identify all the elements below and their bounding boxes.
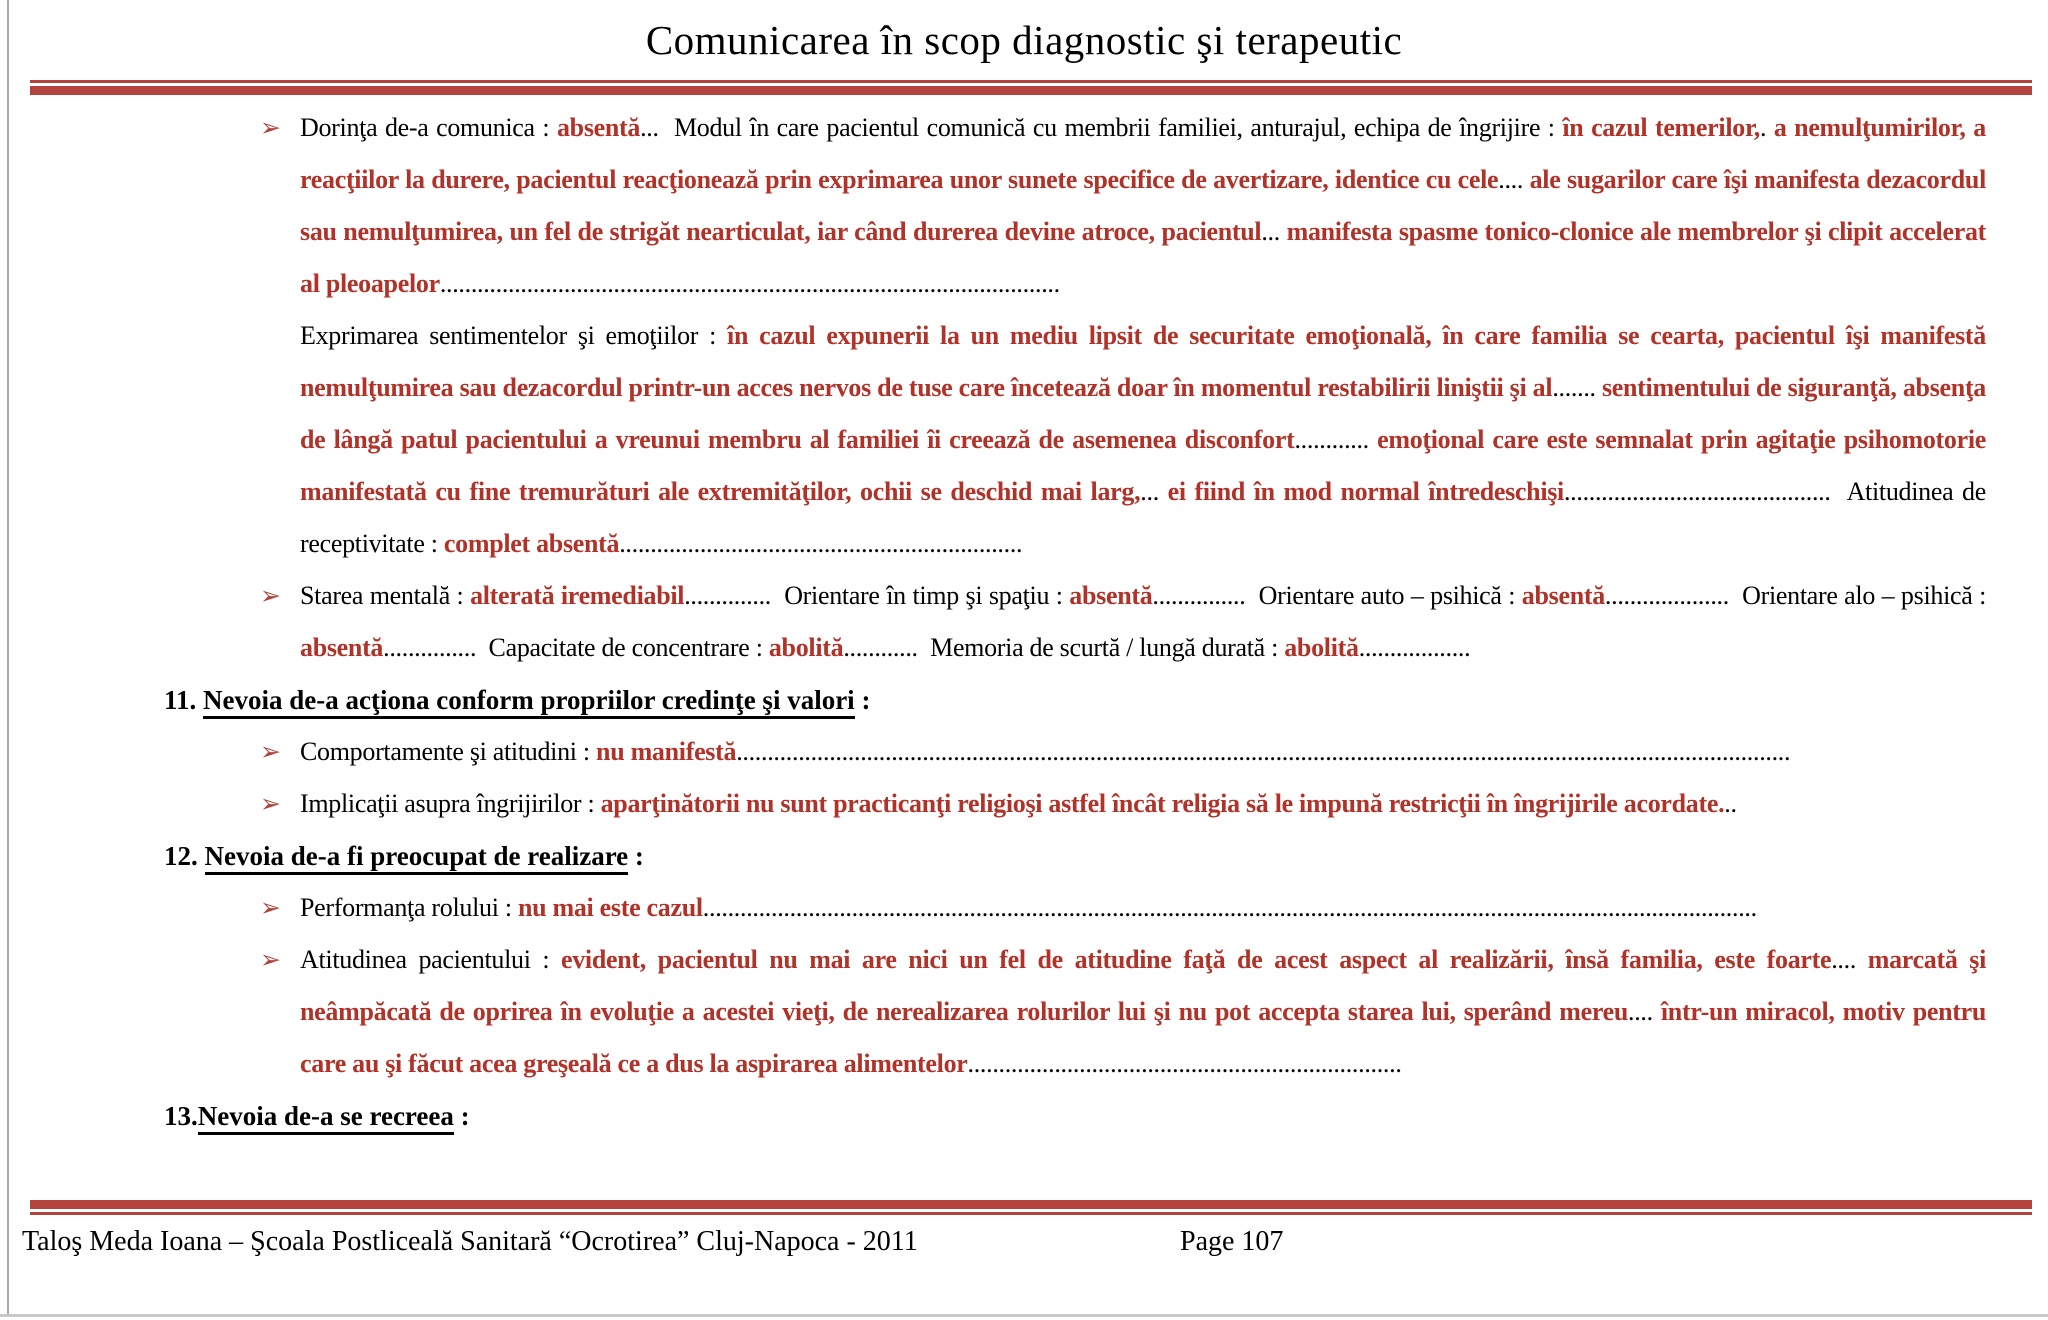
section-colon: : [628, 841, 644, 871]
bullet-arrow-icon: ➢ [260, 789, 281, 818]
text-segment: abolită [768, 633, 844, 662]
footer-author: Taloş Meda Ioana – Şcoala Postliceală Sanitară “Ocrotirea” Cluj-Napoca - 2011 [22, 1226, 918, 1257]
dot-leader: .................. [1358, 633, 1471, 662]
text-segment: .... [1831, 945, 1857, 974]
section-colon: : [453, 1101, 470, 1131]
footer [22, 1222, 2048, 1262]
bullet-item-behaviors [0, 726, 2048, 778]
footer-divider-rule [30, 1200, 2032, 1215]
dot-leader: ...................................................................... [967, 1049, 1402, 1078]
text-segment: ........................................... Atitudinea de receptivitate : [300, 477, 1986, 558]
bullet-arrow-icon: ➢ [260, 113, 281, 142]
text-segment: Dorinţa de-a comunica : [300, 113, 557, 142]
slide-bottom-edge [0, 1314, 2048, 1317]
text-segment: a nemulţumirilor, a reacţiilor la durere, pacientul reacţionează prin exprimarea unor sunete specifice de avertizare, identice cu cele [300, 113, 1986, 194]
dot-leader: .......................................................................................................................................................................... [702, 893, 1757, 922]
text-segment: ... [1140, 477, 1159, 506]
text-segment: absentă [1521, 581, 1605, 610]
section-colon: : [854, 685, 871, 715]
text-segment: .... [1498, 165, 1524, 194]
text-segment: absentă [556, 113, 641, 142]
section-title: Nevoia de-a fi preocupat de realizare [205, 841, 629, 875]
bullet-item-mental-state [0, 570, 2048, 674]
text-segment: sentimentului de siguranţă, absenţa de lângă patul pacientului a vreunui membru al familiei îi creează de asemenea disconfort [300, 373, 1986, 454]
section-title: Nevoia de-a acţiona conform propriilor credinţe şi valori [203, 685, 855, 719]
text-segment: . [1760, 113, 1774, 142]
text-segment: nu manifestă [596, 737, 737, 766]
text-segment: ....... [1552, 373, 1596, 402]
bullet-arrow-icon: ➢ [260, 581, 281, 610]
dot-leader: .......................................................................................................................................................................... [736, 737, 1791, 766]
text-segment: .............. Orientare în timp şi spaţiu : [684, 581, 1070, 610]
text-segment: manifesta spasme tonico-clonice ale membrelor şi clipit accelerat al pleoapelor [300, 217, 1987, 298]
text-segment: Exprimarea sentimentelor şi emoţiilor : [300, 321, 728, 350]
text-segment: .... [1628, 997, 1653, 1026]
bullet-item-patient-attitude [0, 934, 2048, 1090]
bullet-item-role-performance [0, 882, 2048, 934]
text-segment: Performanţa rolului : [300, 893, 518, 922]
text-segment: abolită [1284, 633, 1359, 662]
bullet-arrow-icon: ➢ [260, 945, 281, 974]
section-heading-12 [0, 830, 2048, 882]
section-number: 11. [164, 685, 204, 715]
section-title: Nevoia de-a se recreea [198, 1101, 454, 1135]
text-segment: ............ [1294, 425, 1369, 454]
document-body [0, 102, 2048, 1142]
text-segment: Implicaţii asupra îngrijirilor : [300, 789, 601, 818]
dot-leader: .. [1724, 789, 1737, 818]
text-segment: ............ Memoria de scurtă / lungă durată : [843, 633, 1285, 662]
text-segment: evident, pacientul nu mai are nici un fel de atitudine faţă de acest aspect al realizării, însă familia, este foarte [560, 945, 1832, 974]
text-segment: Atitudinea pacientului : [300, 945, 561, 974]
text-segment: .................... [1604, 581, 1743, 610]
text-segment: Orientare alo – psihică : [1742, 581, 1986, 610]
text-segment: alterată iremediabil [470, 581, 685, 610]
text-segment: într-un miracol, motiv pentru care au şi făcut acea greşeală ce a dus la aspirarea alimentelor [300, 997, 1987, 1078]
text-segment: Comportamente şi atitudini : [300, 737, 597, 766]
title-divider-rule [30, 80, 2032, 95]
text-segment: complet absentă [443, 529, 620, 558]
text-segment: în cazul expunerii la un mediu lipsit de securitate emoţională, în care familia se cearta, pacientul îşi manifestă nemulţumirea sau dezacordul printr-un acces nervos de tuse care încetează doar în momentul restabilirii liniştii şi al [300, 321, 1986, 402]
text-segment: ............... Capacitate de concentrare : [383, 633, 769, 662]
dot-leader: ................................................................. [619, 529, 1023, 558]
text-segment: Starea mentală : [300, 581, 471, 610]
text-segment: nu mai este cazul [517, 893, 703, 922]
paragraph-emotions [0, 310, 2048, 570]
bullet-item-care-implications [0, 778, 2048, 830]
text-segment: ei fiind în mod normal întredeschişi [1158, 477, 1564, 506]
section-heading-13 [0, 1090, 2048, 1142]
section-number: 13. [164, 1101, 198, 1131]
text-segment: marcată şi neâmpăcată de oprirea în evoluţie a acestei vieţi, de nerealizarea rolurilor lui şi nu pot accepta starea lui, sperând mereu [300, 945, 1987, 1026]
text-segment: absentă [300, 633, 384, 662]
dot-leader: .................................................................................................... [439, 269, 1060, 298]
text-segment: ale sugarilor care îşi manifesta dezacordul sau nemulţumirea, un fel de strigăt nearticulat, iar când durerea devine atroce, pacientul [300, 165, 1986, 246]
text-segment: absentă [1069, 581, 1153, 610]
text-segment: ... [1261, 217, 1280, 246]
section-number: 12. [164, 841, 205, 871]
bullet-arrow-icon: ➢ [260, 737, 281, 766]
text-segment: emoţional care este semnalat prin agitaţie psihomotorie manifestată cu fine tremurături ale extremităţilor, ochii se deschid mai larg, [300, 425, 1986, 506]
bullet-item-communication [0, 102, 2048, 310]
text-segment: aparţinătorii nu sunt practicanţi religioşi astfel încât religia să le impună restricţii în îngrijirile acordate. [600, 789, 1725, 818]
section-heading-11 [0, 674, 2048, 726]
bullet-arrow-icon: ➢ [260, 893, 281, 922]
page-title: Comunicarea în scop diagnostic şi terapeutic [645, 17, 1403, 63]
footer-page-number: Page 107 [1180, 1226, 1284, 1257]
text-segment: ... Modul în care pacientul comunică cu membrii familiei, anturajul, echipa de îngrijire : [640, 113, 1563, 142]
text-segment: în cazul temerilor, [1562, 113, 1760, 142]
text-segment: ............... Orientare auto – psihică : [1152, 581, 1522, 610]
